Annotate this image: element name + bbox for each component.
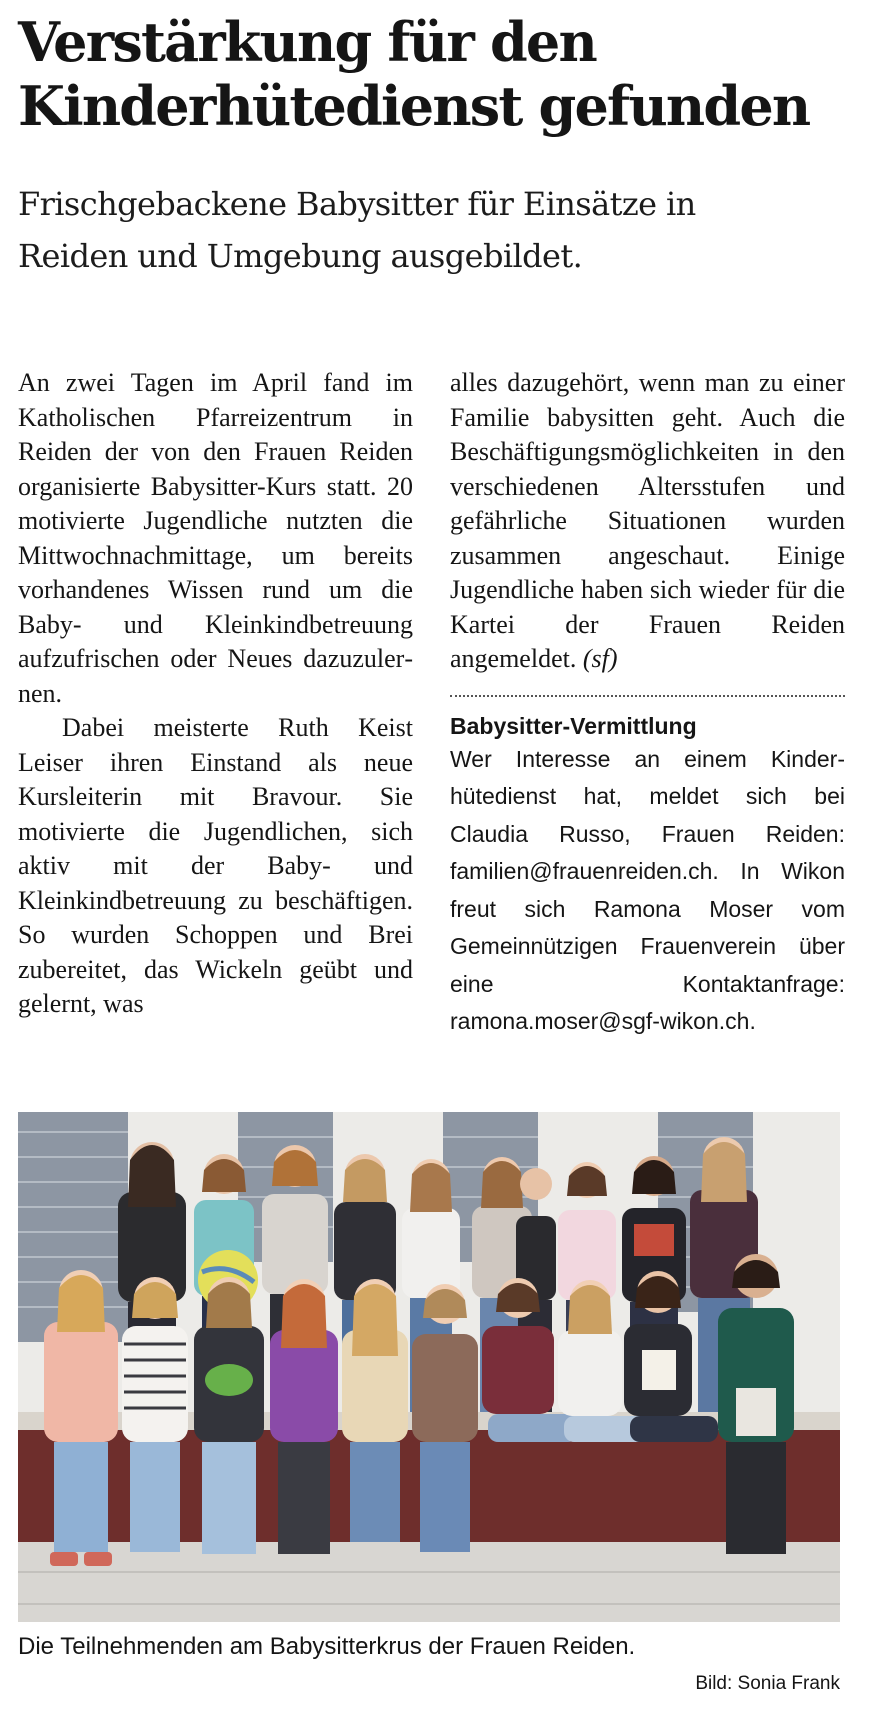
headline-line-2: Kinderhütedienst gefunden — [18, 74, 810, 138]
headline — [18, 10, 858, 138]
author-signature: (sf) — [582, 644, 618, 673]
group-photo-illustration — [18, 1112, 840, 1622]
photo-credit: Bild: Sonia Frank — [695, 1673, 840, 1694]
article-paragraph-3 — [450, 366, 845, 677]
subheadline — [18, 178, 858, 282]
article-paragraph-2: Dabei meisterte Ruth Keist Leiser ihren Einstand als neue Kursleiterin mit Bravour. Sie motivierte die Jugendlichen, sich aktiv mit der Baby- und Kleinkindbetreuung zu beschäftigen. So wurden Schoppen und Brei zubereitet, das Wickeln geübt und gelernt, was — [18, 713, 413, 1018]
article-paragraph-1: An zwei Tagen im April fand im Katholischen Pfarreizentrum in Reiden der von den Frauen Reiden organisierte Babysitter-Kurs statt. 20 motivierte Jugendliche nutzten die Mittwochnachmittage, um bereits vorhandenes Wissen rund um die Baby- und Kleinkindbetreuung aufzufrischen oder Neues dazuzulernen. — [18, 368, 413, 708]
info-box-title: Babysitter-Vermittlung — [450, 712, 697, 739]
article-paragraph-3-text: alles dazugehört, wenn man zu einer Familie babysitten geht. Auch die Beschäftigungsmöglichkeiten in den verschiedenen Altersstufen und gefährliche Situationen wurden zusammen angeschaut. Einige Jugendliche haben sich wieder für die Kartei der Frauen Reiden angemeldet. — [450, 368, 845, 673]
article-column-right — [450, 366, 845, 1041]
photo-caption: Die Teilnehmenden am Babysitterkrus der Frauen Reiden. — [18, 1633, 636, 1660]
headline-line-1: Verstärkung für den — [18, 10, 596, 74]
subheadline-line-1: Frischgebackene Babysitter für Einsätze in — [18, 185, 696, 223]
subheadline-line-2: Reiden und Umgebung ausgebildet. — [18, 237, 583, 275]
article-column-left — [18, 366, 413, 1022]
group-photo — [18, 1112, 840, 1622]
info-box-divider — [450, 695, 845, 697]
info-box-text: Wer Interesse an einem Kinderhütedienst hat, meldet sich bei Claudia Russo, Frauen Reiden: familien@frauenreiden.ch. In Wikon freut sich Ramona Moser vom Gemeinnützigen Frauenverein über eine Kontaktanfrage: ramona.moser@sgf-wikon.ch. — [450, 745, 845, 1034]
info-box — [450, 711, 845, 1041]
